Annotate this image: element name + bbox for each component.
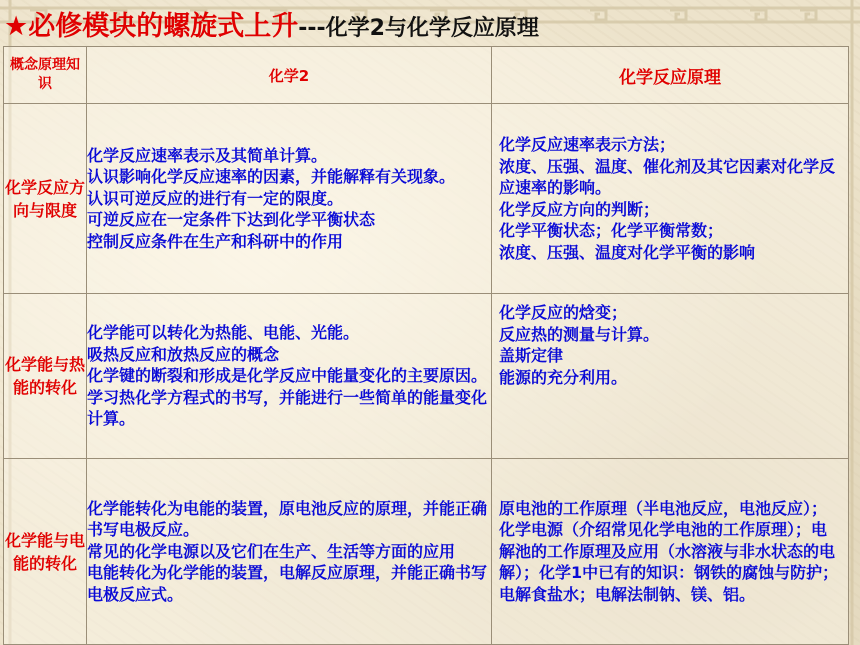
- cell-line: 吸热反应和放热反应的概念: [87, 344, 280, 364]
- cell-line: 化学反应速率表示及其简单计算。: [87, 145, 328, 165]
- cell-principles-direction-limit: [492, 104, 849, 294]
- title-subtitle: ---化学2与化学反应原理: [298, 16, 539, 41]
- cell-line: 化学平衡状态；化学平衡常数；: [499, 221, 724, 240]
- cell-line: 认识影响化学反应速率的因素，并能解释有关现象。: [87, 167, 456, 187]
- cell-chem2-thermal-energy: [87, 294, 492, 459]
- column-header-reaction-principles: 化学反应原理: [492, 47, 849, 104]
- table-row: [4, 104, 849, 294]
- cell-principles-thermal-energy: [492, 294, 849, 459]
- cell-line: 化学反应速率表示方法；: [499, 135, 676, 154]
- cell-chem2-electrical-energy: [87, 459, 492, 645]
- row-header-electrical-energy: 化学能与电能的转化: [4, 459, 87, 645]
- cell-line: 化学键的断裂和形成是化学反应中能量变化的主要原因。: [87, 366, 488, 386]
- cell-line: 反应热的测量与计算。: [499, 324, 660, 344]
- cell-line: 浓度、压强、温度对化学平衡的影响: [499, 242, 756, 262]
- table-row: [4, 459, 849, 645]
- cell-line: 电能转化为化学能的装置，电解反应原理，并能正确书写电极反应式。: [87, 563, 488, 604]
- slide-title: [4, 4, 539, 40]
- comparison-table: [3, 46, 849, 645]
- table-row: [4, 294, 849, 459]
- cell-line: 原电池的工作原理（半电池反应，电池反应）；化学电源（介绍常见化学电池的工作原理）；电解池的工作原理及应用（水溶液与非水状态的电解）；化学1中已有的知识：钢铁的腐蚀与防护；电解食盐水；电解法制钠、镁、铝。: [499, 498, 839, 604]
- cell-line: 能源的充分利用。: [499, 367, 628, 387]
- title-main: ★必修模块的螺旋式上升: [4, 11, 299, 42]
- cell-line: 化学能可以转化为热能、电能、光能。: [87, 323, 360, 343]
- cell-line: 浓度、压强、温度、催化剂及其它因素对化学反应速率的影响。: [499, 156, 836, 197]
- row-header-direction-limit: 化学反应方向与限度: [4, 104, 87, 294]
- table-header-row: [4, 47, 849, 104]
- row-header-thermal-energy: 化学能与热能的转化: [4, 294, 87, 459]
- cell-line: 可逆反应在一定条件下达到化学平衡状态: [87, 210, 376, 230]
- cell-line: 盖斯定律: [499, 346, 564, 365]
- cell-line: 常见的化学电源以及它们在生产、生活等方面的应用: [87, 541, 456, 561]
- cell-line: 学习热化学方程式的书写，并能进行一些简单的能量变化计算。: [87, 387, 488, 429]
- cell-line: 认识可逆反应的进行有一定的限度。: [87, 188, 344, 208]
- cell-line: 化学反应的焓变；: [499, 303, 628, 322]
- cell-chem2-direction-limit: [87, 104, 492, 294]
- cell-line: 化学能转化为电能的装置，原电池反应的原理，并能正确书写电极反应。: [87, 498, 488, 540]
- column-header-chem2: 化学2: [87, 47, 492, 104]
- cell-principles-electrical-energy: [492, 459, 849, 645]
- cell-line: 控制反应条件在生产和科研中的作用: [87, 231, 344, 251]
- cell-line: 化学反应方向的判断；: [499, 199, 660, 219]
- corner-header: 概念原理知识: [4, 47, 87, 104]
